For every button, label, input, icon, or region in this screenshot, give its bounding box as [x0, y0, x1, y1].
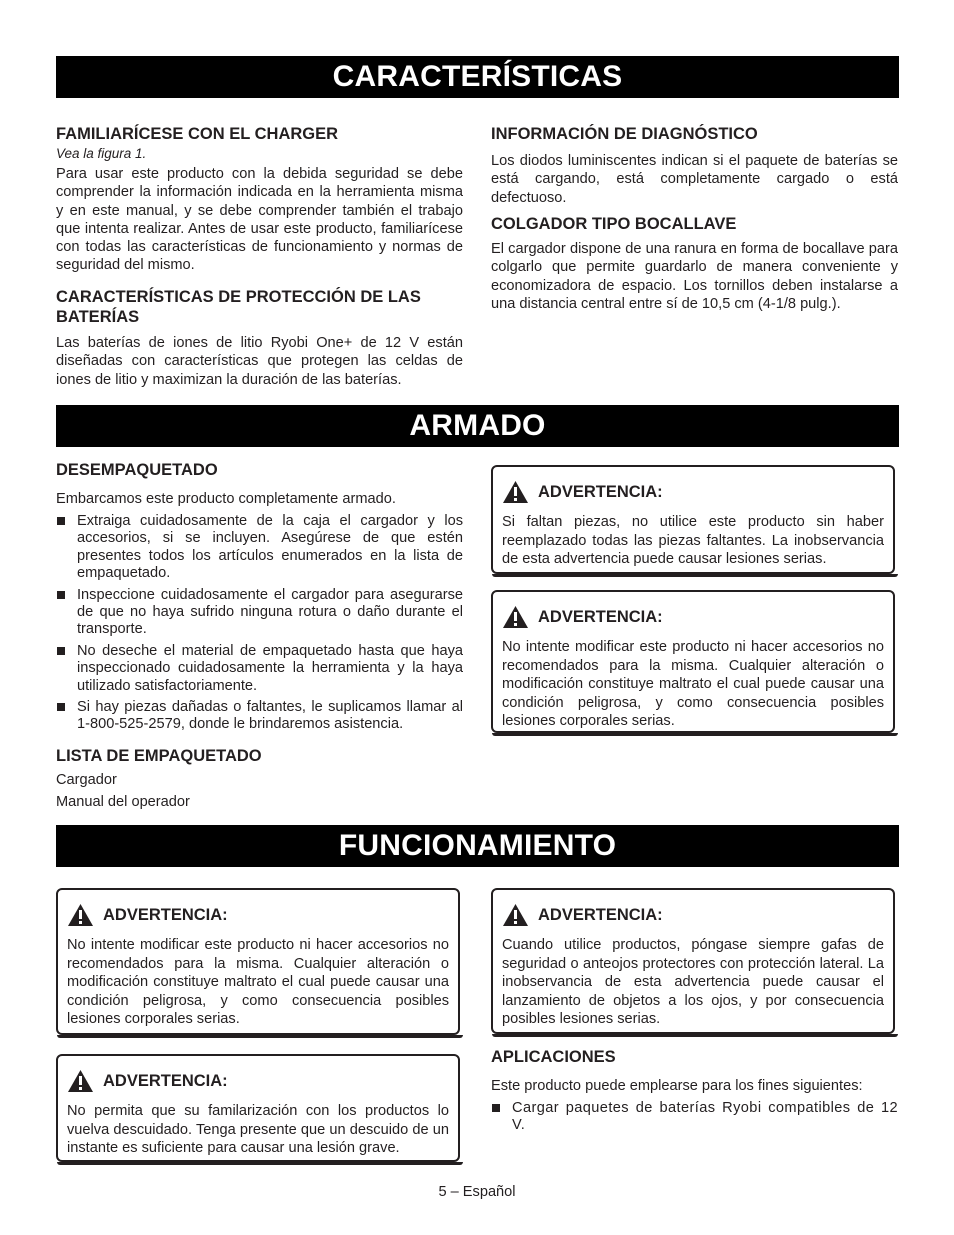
- warning-triangle-icon: [67, 903, 94, 927]
- desempaquetado-list: [56, 513, 463, 738]
- bullet-square-icon: [57, 703, 65, 711]
- warning-box: [491, 590, 895, 733]
- aplicaciones-list: [491, 1100, 898, 1139]
- warning-box: [56, 1054, 460, 1162]
- heading-desempaquetado: DESEMPAQUETADO: [56, 461, 218, 479]
- desempaquetado-intro: Embarcamos este producto completamente armado.: [56, 491, 396, 507]
- bullet-square-icon: [57, 647, 65, 655]
- warning-body: No permita que su familarización con los productos lo vuelva descuidado. Tenga presente que un descuido de un instante es suficiente para causar una lesión grave.: [67, 1103, 449, 1157]
- warning-title: ADVERTENCIA:: [538, 607, 663, 626]
- lista-item-manual: Manual del operador: [56, 794, 190, 810]
- heading-colgador: COLGADOR TIPO BOCALLAVE: [491, 215, 737, 233]
- warning-body: No intente modificar este producto ni hacer accesorios no recomendados para la misma. Cualquier alteración o modificación constituye maltrato el cual puede causar una condición peligrosa, y como consecuencia posibles lesiones corporales serias.: [67, 937, 449, 1028]
- warning-triangle-icon: [67, 1069, 94, 1093]
- warning-box: [56, 888, 460, 1035]
- section-banner-caracteristicas: CARACTERÍSTICAS: [56, 56, 899, 98]
- list-item: Inspeccione cuidadosamente el cargador para asegurarse de que no haya sufrido ninguna rotura o daño durante el transporte.: [56, 587, 463, 639]
- bullet-square-icon: [57, 517, 65, 525]
- list-item: Extraiga cuidadosamente de la caja el cargador y los accesorios, si se incluyen. Asegúrese de que estén presentes todos los artículos enumerados en la lista de empaquetado.: [56, 513, 463, 583]
- aplicaciones-intro: Este producto puede emplearse para los fines siguientes:: [491, 1078, 863, 1094]
- warning-box: [491, 465, 895, 574]
- list-item: Si hay piezas dañadas o faltantes, le suplicamos llamar al 1-800-525-2579, donde le brindaremos asistencia.: [56, 699, 463, 734]
- bullet-square-icon: [57, 591, 65, 599]
- bullet-square-icon: [492, 1104, 500, 1112]
- warning-body: No intente modificar este producto ni hacer accesorios no recomendados para la misma. Cualquier alteración o modificación constituye maltrato el cual puede causar una condición peligrosa, y como consecuencia posibles lesiones corporales serias.: [502, 639, 884, 730]
- heading-aplicaciones: APLICACIONES: [491, 1048, 616, 1066]
- warning-triangle-icon: [502, 903, 529, 927]
- list-item: Cargar paquetes de baterías Ryobi compatibles de 12 V.: [491, 1100, 898, 1135]
- warning-title: ADVERTENCIA:: [103, 1071, 228, 1090]
- warning-triangle-icon: [502, 480, 529, 504]
- heading-lista-empaquetado: LISTA DE EMPAQUETADO: [56, 747, 262, 765]
- warning-title: ADVERTENCIA:: [103, 905, 228, 924]
- warning-body: Cuando utilice productos, póngase siempre gafas de seguridad o anteojos protectores con protección lateral. La inobservancia de esta advertencia puede causar el lanzamiento de objetos a los ojos, y por consecuencia posibles lesiones serias.: [502, 937, 884, 1028]
- warning-title: ADVERTENCIA:: [538, 905, 663, 924]
- list-item: No deseche el material de empaquetado hasta que haya inspeccionado cuidadosamente la herramienta y la haya utilizado satisfactoriamente.: [56, 643, 463, 695]
- diagnostico-body: Los diodos luminiscentes indican si el paquete de baterías se está cargando, está completamente cargado o está defectuoso.: [491, 153, 898, 206]
- warning-box: [491, 888, 895, 1034]
- warning-title: ADVERTENCIA:: [538, 482, 663, 501]
- section-banner-funcionamiento: FUNCIONAMIENTO: [56, 825, 899, 867]
- section-banner-armado: ARMADO: [56, 405, 899, 447]
- familiarice-body: Para usar este producto con la debida seguridad se debe comprender la información indicada en la herramienta misma y en este manual, y se debe comprender también el trabajo que intenta realizar. Antes de usar este producto, familiarícese con todas las características de funcionamiento y normas de seguridad del mismo.: [56, 166, 463, 274]
- lista-item-cargador: Cargador: [56, 772, 117, 788]
- page-footer: 5 – Español: [438, 1184, 516, 1200]
- warning-body: Si faltan piezas, no utilice este producto sin haber reemplazado todas las piezas faltantes. La inobservancia de esta advertencia puede causar lesiones serias.: [502, 514, 884, 568]
- heading-diagnostico: INFORMACIÓN DE DIAGNÓSTICO: [491, 125, 758, 143]
- heading-familiarice: FAMILIARÍCESE CON EL CHARGER: [56, 125, 339, 143]
- proteccion-body: Las baterías de iones de litio Ryobi One+ de 12 V están diseñadas con características que protegen las celdas de iones de litio y maximizan la duración de las baterías.: [56, 335, 463, 388]
- figure-reference: Vea la figura 1.: [56, 146, 147, 161]
- warning-triangle-icon: [502, 605, 529, 629]
- heading-proteccion-baterias: CARACTERÍSTICAS DE PROTECCIÓN DE LAS BATERÍAS: [56, 288, 421, 326]
- colgador-body: El cargador dispone de una ranura en forma de bocallave para colgarlo que permite guardarlo de manera conveniente y economizadora de espacio. Los tornillos deben instalarse a una distancia central entre sí de 10,5 cm (4-1/8 pulg.).: [491, 241, 898, 312]
